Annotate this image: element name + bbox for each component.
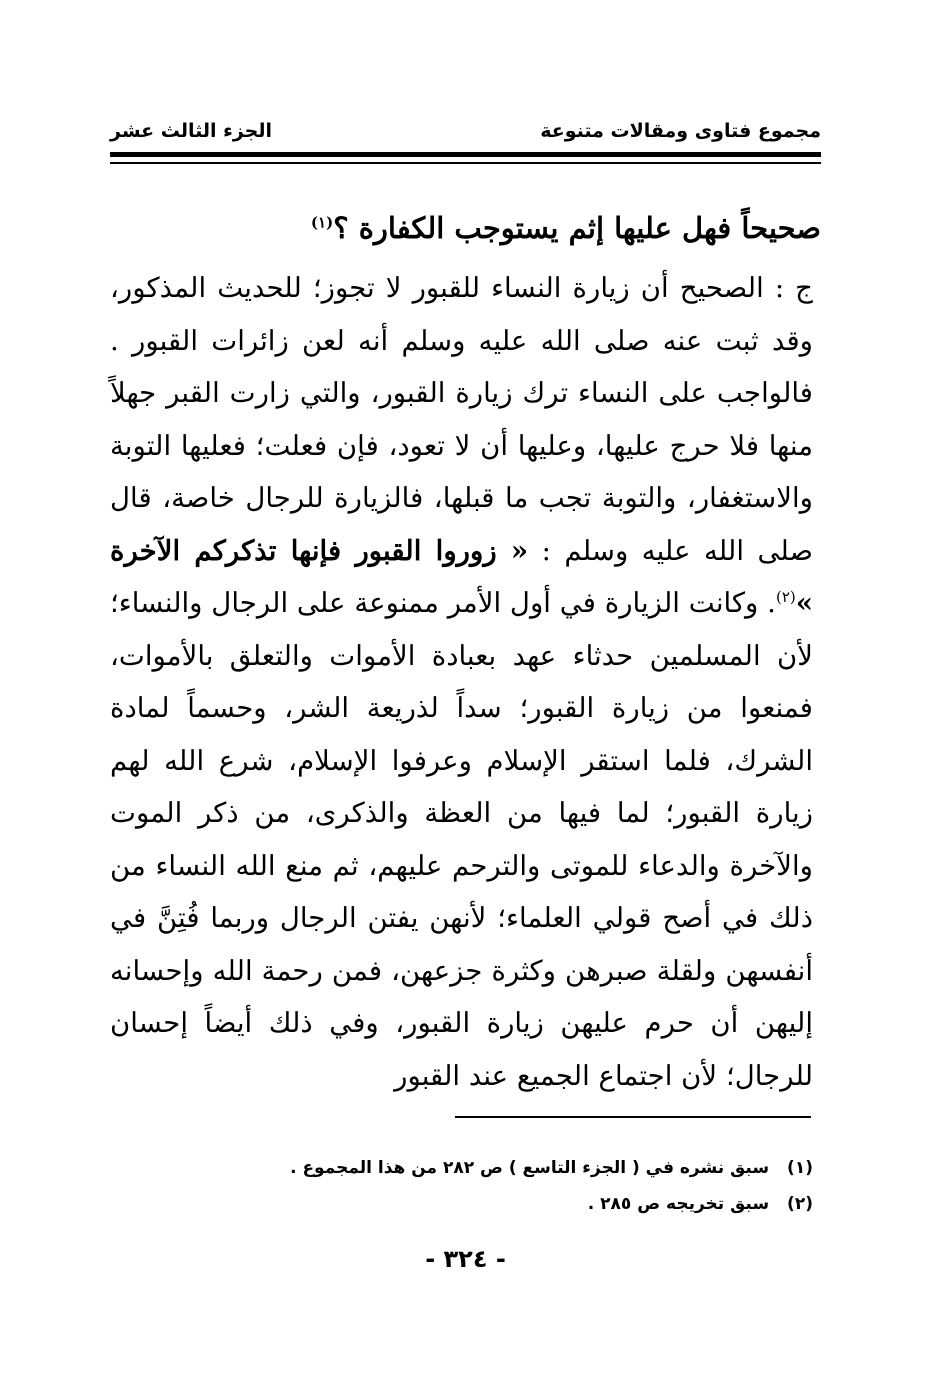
answer-body [110,262,814,1092]
footnote-number: (١) [787,1158,813,1178]
answer-paragraph [110,262,813,1102]
header-rule-thick [110,152,821,157]
footnote-separator [455,1116,811,1118]
footnote-1 [110,1150,813,1186]
footnote-ref-2: (٢) [775,587,796,606]
footnote-2 [110,1186,813,1222]
book-title: مجموع فتاوى ومقالات متنوعة [540,120,821,142]
hadith-quote: « زوروا القبور فإنها تذكركم الآخرة » [110,533,813,619]
running-header [110,118,821,144]
footnote-ref-1: (١) [310,213,334,232]
footnote-text: سبق تخريجه ص ٢٨٥ . [587,1194,770,1214]
question-line [110,203,821,253]
volume-label: الجزء الثالث عشر [110,120,273,142]
question-text: صحيحاً فهل عليها إثم يستوجب الكفارة ؟ [333,211,821,245]
page-number: - ٣٢٤ - [425,1245,506,1273]
header-rule-thin [110,162,821,164]
answer-text-part1: ج : الصحيح أن زيارة النساء للقبور لا تجوز؛ للحديث المذكور، وقد ثبت عنه صلى الله عليه وسلم أنه لعن زائرات القبور . فالواجب على النساء ترك زيارة القبور، والتي زارت القبر جهلاً منها فلا حرج عليها، وعليها أن لا تعود، فإن فعلت؛ فعليها التوبة والاستغفار، والتوبة تجب ما قبلها، فالزيارة للرجال خاصة، قال صلى الله عليه وسلم : [110,271,814,567]
footnotes [110,1150,813,1222]
footnote-text: سبق نشره في ( الجزء التاسع ) ص ٢٨٢ من هذا المجموع . [290,1158,770,1178]
answer-text-part2: . وكانت الزيارة في أول الأمر ممنوعة على الرجال والنساء؛ لأن المسلمين حدثاء عهد بعبادة الأموات والتعلق بالأموات، فمنعوا من زيارة القبور؛ سداً لذريعة الشر، وحسماً لمادة الشرك، فلما استقر الإسلام وعرفوا الإسلام، شرع الله لهم زيارة القبور؛ لما فيها من العظة والذكرى، من ذكر الموت والآخرة والدعاء للموتى والترحم عليهم، ثم منع الله النساء من ذلك في أصح قولي العلماء؛ لأنهن يفتن الرجال وربما فُتِنَّ في أنفسهن ولقلة صبرهن وكثرة جزعهن، فمن رحمة الله وإحسانه إليهن أن حرم عليهن زيارة القبور، وفي ذلك أيضاً إحسان للرجال؛ لأن اجتماع الجميع عند القبور [110,586,813,1092]
footnote-number: (٢) [787,1194,813,1214]
